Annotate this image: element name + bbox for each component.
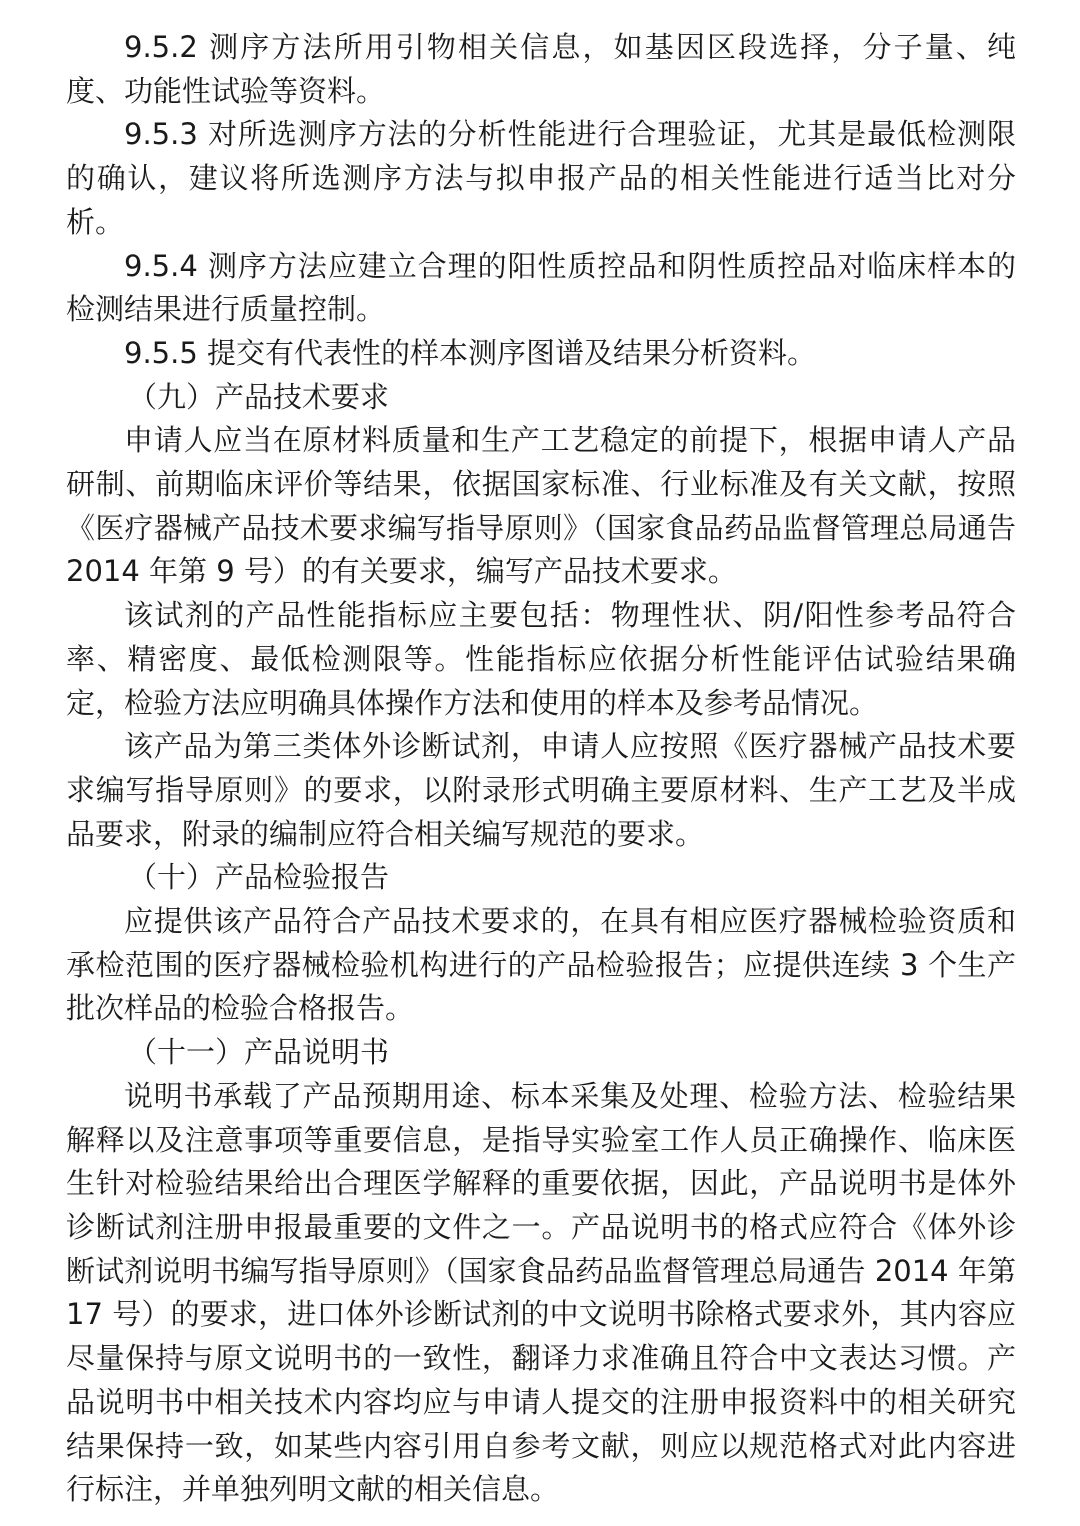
paragraph-9-5-4: 9.5.4 测序方法应建立合理的阳性质控品和阴性质控品对临床样本的检测结果进行质量控制。 xyxy=(66,248,1016,327)
document-page xyxy=(66,26,1016,1512)
section-heading-10: （十）产品检验报告 xyxy=(128,860,390,895)
section-heading-9: （九）产品技术要求 xyxy=(128,379,390,414)
paragraph-9-5-2: 9.5.2 测序方法所用引物相关信息，如基因区段选择，分子量、纯度、功能性试验等资料。 xyxy=(66,30,1016,108)
paragraph-technical-requirements-3: 该产品为第三类体外诊断试剂，申请人应按照《医疗器械产品技术要求编写指导原则》的要求，以附录形式明确主要原材料、生产工艺及半成品要求，附录的编制应符合相关编写规范的要求。 xyxy=(66,729,1016,851)
paragraph-inspection-report: 应提供该产品符合产品技术要求的，在具有相应医疗器械检验资质和承检范围的医疗器械检验机构进行的产品检验报告；应提供连续 3 个生产批次样品的检验合格报告。 xyxy=(66,904,1016,1026)
paragraph-9-5-3: 9.5.3 对所选测序方法的分析性能进行合理验证，尤其是最低检测限的确认，建议将所选测序方法与拟申报产品的相关性能进行适当比对分析。 xyxy=(66,117,1016,239)
paragraph-technical-requirements-2: 该试剂的产品性能指标应主要包括：物理性状、阴/阳性参考品符合率、精密度、最低检测限等。性能指标应依据分析性能评估试验结果确定，检验方法应明确具体操作方法和使用的样本及参考品情况。 xyxy=(66,598,1016,720)
paragraph-9-5-5: 9.5.5 提交有代表性的样本测序图谱及结果分析资料。 xyxy=(124,335,817,370)
paragraph-instructions: 说明书承载了产品预期用途、标本采集及处理、检验方法、检验结果解释以及注意事项等重要信息，是指导实验室工作人员正确操作、临床医生针对检验结果给出合理医学解释的重要依据，因此，产品说明书是体外诊断试剂注册申报最重要的文件之一。产品说明书的格式应符合《体外诊断试剂说明书编写指导原则》（国家食品药品监督管理总局通告 2014 年第 17 号）的要求，进口体外诊断试剂的中文说明书除格式要求外，其内容应尽量保持与原文说明书的一致性，翻译力求准确且符合中文表达习惯。产品说明书中相关技术内容均应与申请人提交的注册申报资料中的相关研究结果保持一致，如某些内容引用自参考文献，则应以规范格式对此内容进行标注，并单独列明文献的相关信息。 xyxy=(66,1078,1016,1507)
paragraph-technical-requirements-1: 申请人应当在原材料质量和生产工艺稳定的前提下，根据申请人产品研制、前期临床评价等结果，依据国家标准、行业标准及有关文献，按照《医疗器械产品技术要求编写指导原则》（国家食品药品监督管理总局通告 2014 年第 9 号）的有关要求，编写产品技术要求。 xyxy=(66,423,1016,589)
section-heading-11: （十一）产品说明书 xyxy=(128,1035,390,1070)
